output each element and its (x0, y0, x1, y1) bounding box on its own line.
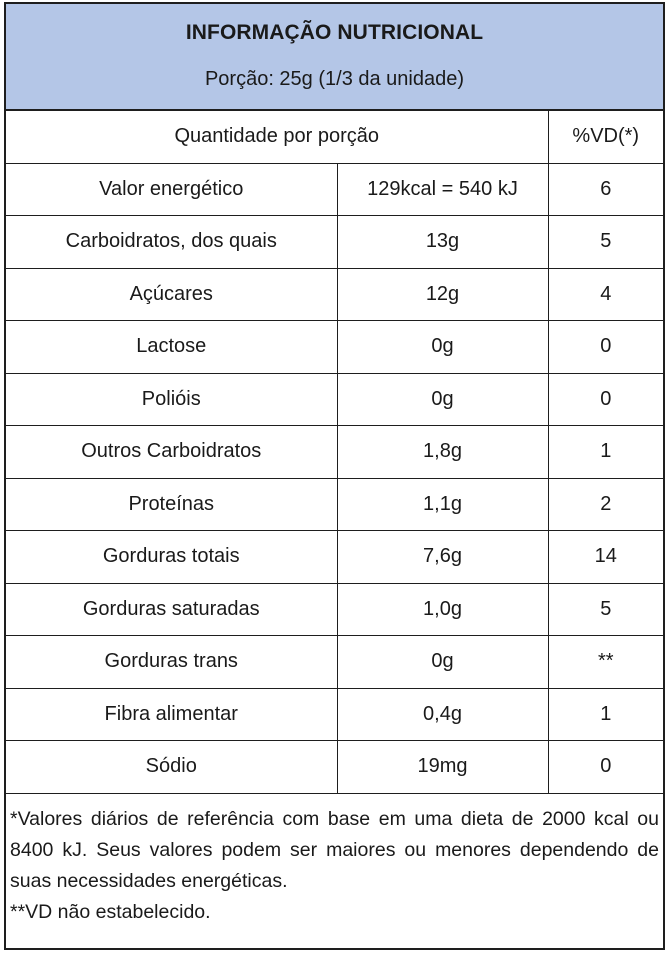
nutrient-grid (6, 111, 663, 794)
nutrient-vd: 5 (548, 216, 663, 269)
nutrient-amount: 1,0g (337, 583, 548, 636)
nutrient-amount: 0g (337, 373, 548, 426)
nutrient-name: Lactose (6, 321, 337, 374)
nutrient-row (6, 373, 663, 426)
nutrient-amount: 12g (337, 268, 548, 321)
nutrient-row (6, 268, 663, 321)
nutrient-name: Outros Carboidratos (6, 426, 337, 479)
nutrient-row (6, 426, 663, 479)
nutrient-vd: 0 (548, 321, 663, 374)
nutrient-name: Carboidratos, dos quais (6, 216, 337, 269)
nutrient-amount: 0g (337, 321, 548, 374)
nutrient-row (6, 636, 663, 689)
nutrient-name: Gorduras trans (6, 636, 337, 689)
nutrient-name: Gorduras saturadas (6, 583, 337, 636)
nutrition-facts-table (4, 2, 665, 950)
nutrient-amount: 19mg (337, 741, 548, 794)
nutrient-vd: 1 (548, 426, 663, 479)
serving-size: Porção: 25g (1/3 da unidade) (204, 68, 465, 90)
footnote (6, 794, 663, 928)
nutrient-name: Valor energético (6, 163, 337, 216)
nutrient-amount: 1,1g (337, 478, 548, 531)
nutrient-vd: 0 (548, 741, 663, 794)
nutrient-row (6, 531, 663, 584)
nutrient-name: Gorduras totais (6, 531, 337, 584)
nutrient-name: Açúcares (6, 268, 337, 321)
footnote-vd-not-established: **VD não estabelecido. (10, 900, 211, 923)
nutrient-vd: 14 (548, 531, 663, 584)
nutrient-name: Sódio (6, 741, 337, 794)
table-title: INFORMAÇÃO NUTRICIONAL (185, 21, 484, 44)
nutrient-vd: 1 (548, 688, 663, 741)
nutrient-row (6, 478, 663, 531)
column-header-row (6, 111, 663, 163)
nutrient-row (6, 688, 663, 741)
nutrient-amount: 129kcal = 540 kJ (337, 163, 548, 216)
nutrient-amount: 13g (337, 216, 548, 269)
nutrient-amount: 0g (337, 636, 548, 689)
nutrient-vd: 4 (548, 268, 663, 321)
nutrient-amount: 1,8g (337, 426, 548, 479)
nutrient-vd: ** (548, 636, 663, 689)
nutrient-name: Proteínas (6, 478, 337, 531)
nutrient-vd: 2 (548, 478, 663, 531)
nutrient-amount: 7,6g (337, 531, 548, 584)
nutrient-vd: 0 (548, 373, 663, 426)
nutrient-row (6, 216, 663, 269)
nutrient-row (6, 583, 663, 636)
nutrient-row (6, 321, 663, 374)
nutrient-amount: 0,4g (337, 688, 548, 741)
nutrient-name: Fibra alimentar (6, 688, 337, 741)
nutrient-row (6, 741, 663, 794)
nutrient-vd: 5 (548, 583, 663, 636)
nutrient-vd: 6 (548, 163, 663, 216)
nutrient-name: Polióis (6, 373, 337, 426)
table-header (6, 4, 663, 111)
quantity-header: Quantidade por porção (6, 111, 548, 163)
footnote-reference-values: *Valores diários de referência com base em uma dieta de 2000 kcal ou 8400 kJ. Seus valores podem ser maiores ou menores dependendo de suas necessidades energéticas. (10, 807, 659, 892)
vd-header: %VD(*) (548, 111, 663, 163)
nutrient-row (6, 163, 663, 216)
